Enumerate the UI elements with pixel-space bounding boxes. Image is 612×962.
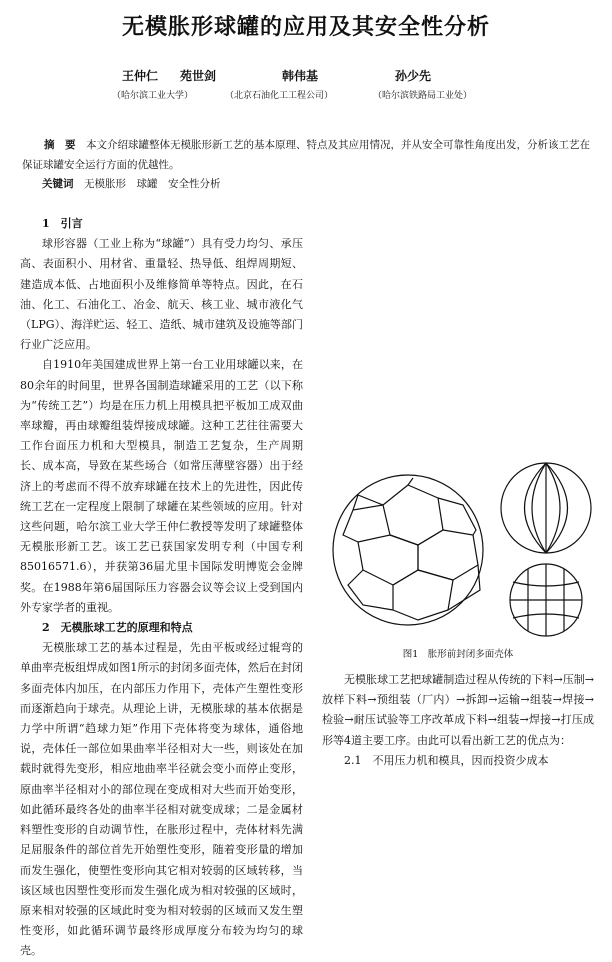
keywords-text: 无模胀形 球罐 安全性分析 bbox=[84, 178, 221, 190]
keywords bbox=[42, 176, 221, 191]
left-column bbox=[20, 214, 303, 962]
paragraph: 无模胀球工艺的基本过程是，先由平板或经过辊弯的单曲率壳板组焊成如图1所示的封闭多面壳体，然后在封闭多面壳体内加压，在内部压力作用下，壳体产生塑性变形而逐渐趋向于球壳。从理论上讲，无模胀球的基本依据是力学中所谓“趋球力矩”作用下壳体将变为球体，通俗地说，壳体任一部位如果曲率半径相对大一些，则该处在加载时就得先变形，相应地曲率半径就会变小而停止变形，原曲率半径相对小的部位现在变成相对大些而开始变形，如此循环最终各处的曲率半径相对就变成球；二是金属材料塑性变形的自动调节性，在胀形过程中，壳体材料先满足屈服条件的部位首先开始塑性变形，随着变形量的增加而发生强化，使塑性变形向其它相对较弱的区域转移，当该区域也因塑性变形而发生强化成为相对较强的区域时，原来相对较强的区域此时变为相对较弱的区域而又发生塑性变形，如此循环调节最终形成厚度分布较为均匀的球壳。 bbox=[20, 641, 303, 958]
author: 韩伟基 bbox=[282, 69, 319, 83]
paper-title: 无模胀形球罐的应用及其安全性分析 bbox=[121, 14, 490, 40]
right-column-lower bbox=[322, 670, 594, 771]
abstract-label: 摘 要 bbox=[44, 139, 76, 151]
figure-caption: 图1 胀形前封闭多面壳体 bbox=[402, 649, 514, 660]
figure-polyhedral-shells bbox=[328, 450, 600, 640]
abstract-text: 本文介绍球罐整体无模胀形新工艺的基本原理、特点及其应用情况，并从安全可靠性角度出发，分析该工艺在保证球罐安全运行方面的优越性。 bbox=[22, 139, 590, 171]
affiliation: （哈尔滨工业大学） bbox=[112, 91, 194, 101]
paragraph: 球形容器（工业上称为“球罐”）具有受力均匀、承压高、表面积小、用材省、重量轻、热导低、组焊周期短、建造成本低、占地面积小及维修简单等特点。因此，在石油、化工、石油化工、冶金、航天、核工业、城市液化气（LPG）、海洋贮运、轻工、造纸、城市建筑及设施等部门行业广泛应用。 bbox=[20, 237, 303, 352]
section-heading: 1 引言 bbox=[42, 217, 83, 230]
author: 孙少先 bbox=[395, 69, 432, 83]
section-heading: 2 无模胀球工艺的原理和特点 bbox=[42, 621, 193, 635]
affiliation: （北京石油化工工程公司） bbox=[225, 91, 334, 101]
paragraph: 自1910年美国建成世界上第一台工业用球罐以来，在80余年的时间里，世界各国制造球罐采用的工艺（以下称为“传统工艺”）均是在压力机上用模具把平板加工成双曲率球瓣，再由球瓣组装焊接成球罐。这种工艺往往需要大工作台面压力机和大型模具，制造工艺复杂，生产周期长、成本高，导致在某些场合（如常压薄壁容器）出于经济上的考虑而不得不放弃球罐在技术上的先进性，因此传统工艺在一定程度上限制了球罐在某些领域的应用。针对这些问题，哈尔滨工业大学王仲仁教授等发明了球罐整体无模胀形新工艺。该工艺已获国家发明专利（中国专利85016571.6），并获第36届尤里卡国际发明博览会金牌奖。在1988年第6届国际压力容器会议等会议上受到国内外专家学者的重视。 bbox=[20, 358, 303, 614]
author: 王仲仁 bbox=[122, 69, 159, 83]
abstract bbox=[22, 135, 594, 175]
author: 苑世剑 bbox=[180, 69, 217, 83]
figure-drawing bbox=[328, 450, 600, 640]
keywords-label: 关键词 bbox=[42, 178, 74, 190]
paragraph: 2.1 不用压力机和模具，因而投资少成本 bbox=[344, 753, 549, 767]
affiliation: （哈尔滨铁路局工业处） bbox=[373, 91, 473, 101]
paragraph: 无模胀球工艺把球罐制造过程从传统的下料→压制→放样下料→预组装（厂内）→拆卸→运输→组装→焊接→检验→耐压试验等工序改革成下料→组装→焊接→打压成形等4道主要工序。由此可以看出新工艺的优点为： bbox=[322, 673, 594, 747]
